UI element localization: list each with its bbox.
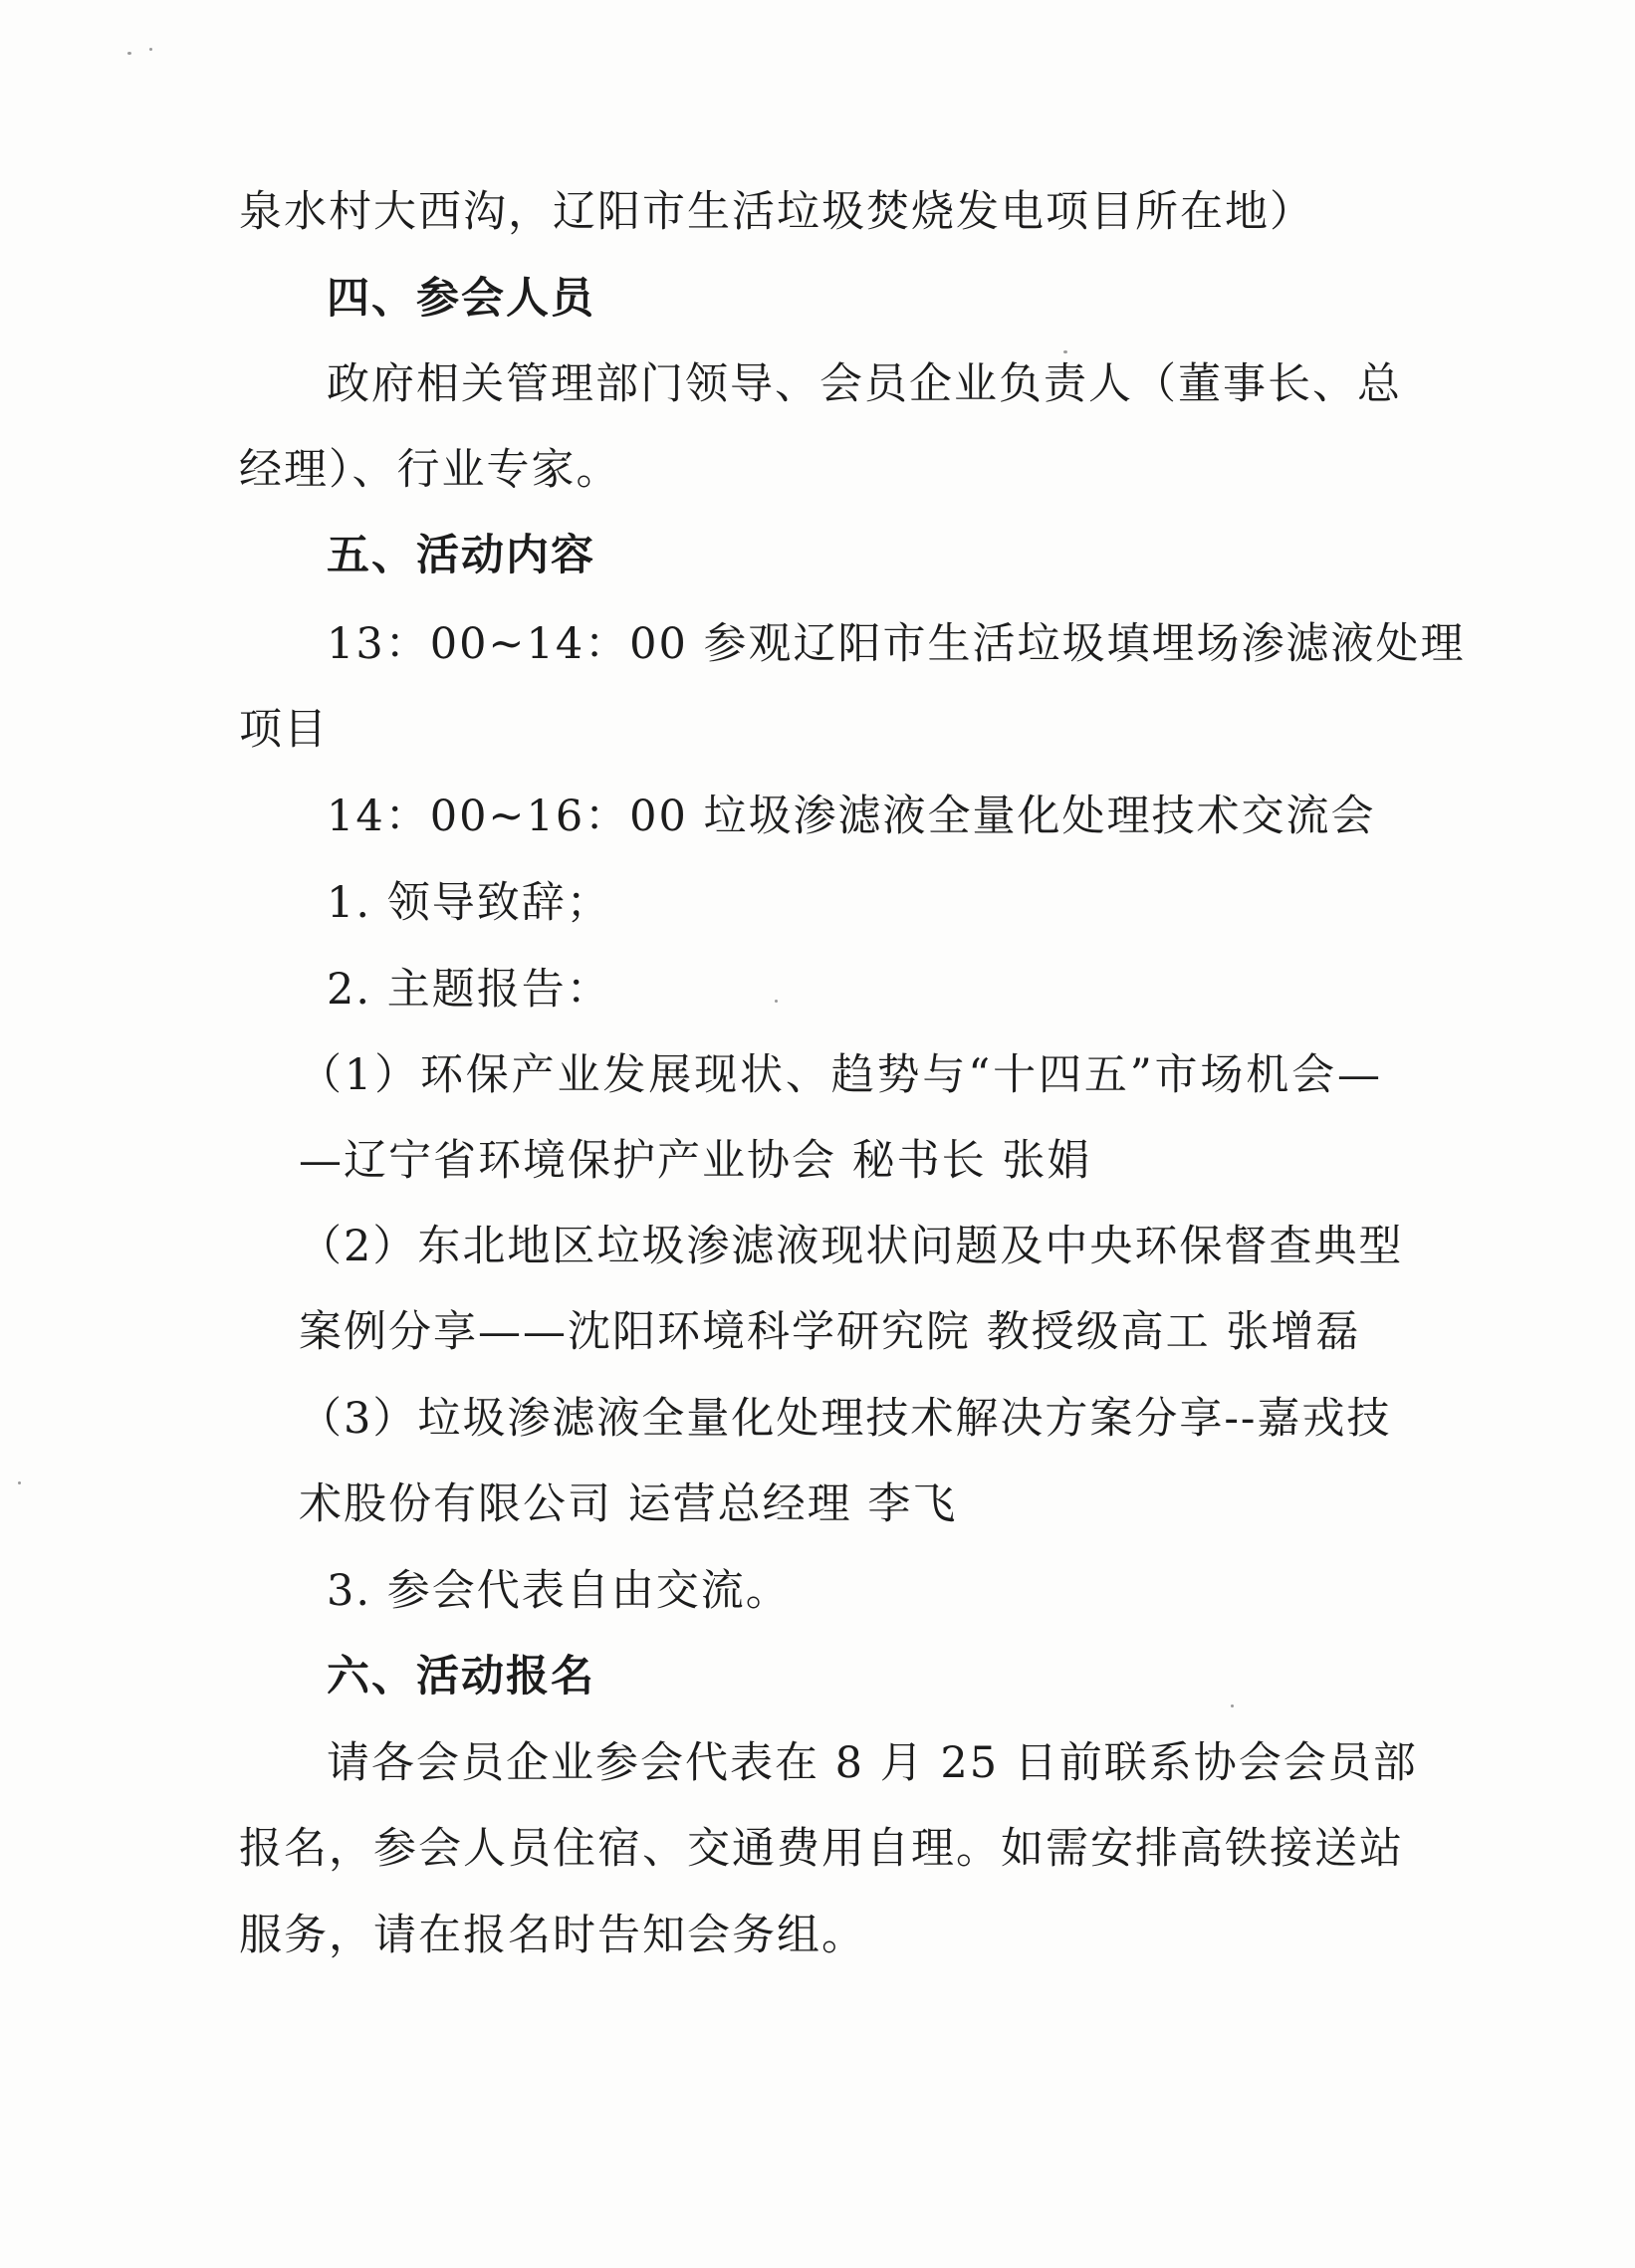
scan-speck — [1231, 1704, 1234, 1707]
scan-speck — [18, 1481, 21, 1484]
section-heading-attendees: 四、参会人员 — [327, 274, 595, 324]
list-item: 2. 主题报告： — [327, 965, 611, 1015]
paragraph-line: 泉水村大西沟，辽阳市生活垃圾焚烧发电项目所在地） — [239, 187, 1314, 237]
report-item: （2）东北地区垃圾渗滤液现状问题及中央环保督查典型 — [299, 1222, 1404, 1271]
section-heading-activities: 五、活动内容 — [327, 531, 595, 580]
paragraph-line: 请各会员企业参会代表在 8 月 25 日前联系协会会员部 — [327, 1738, 1418, 1788]
paragraph-line: 经理）、行业专家。 — [239, 445, 621, 495]
scan-speck — [1063, 350, 1067, 353]
report-item: （1）环保产业发展现状、趋势与“十四五”市场机会— — [299, 1050, 1382, 1100]
report-item: —辽宁省环境保护产业协会 秘书长 张娟 — [299, 1136, 1092, 1186]
paragraph-line: 报名，参会人员住宿、交通费用自理。如需安排高铁接送站 — [239, 1824, 1404, 1874]
section-heading-registration: 六、活动报名 — [327, 1652, 595, 1701]
scan-speck — [149, 48, 152, 51]
list-item: 3. 参会代表自由交流。 — [327, 1566, 791, 1616]
paragraph-line: 项目 — [239, 705, 329, 755]
report-item: 案例分享——沈阳环境科学研究院 教授级高工 张增磊 — [299, 1307, 1361, 1357]
schedule-line: 13：00~14：00 参观辽阳市生活垃圾填埋场渗滤液处理 — [327, 619, 1466, 669]
report-item: （3）垃圾渗滤液全量化处理技术解决方案分享--嘉戎技 — [299, 1394, 1392, 1444]
list-item: 1. 领导致辞； — [327, 878, 611, 928]
scan-speck — [775, 1000, 778, 1003]
scan-speck — [127, 52, 131, 55]
paragraph-line: 政府相关管理部门领导、会员企业负责人（董事长、总 — [327, 359, 1402, 409]
report-item: 术股份有限公司 运营总经理 李飞 — [299, 1479, 958, 1529]
schedule-line: 14：00~16：00 垃圾渗滤液全量化处理技术交流会 — [327, 792, 1376, 841]
paragraph-line: 服务，请在报名时告知会务组。 — [239, 1911, 866, 1960]
